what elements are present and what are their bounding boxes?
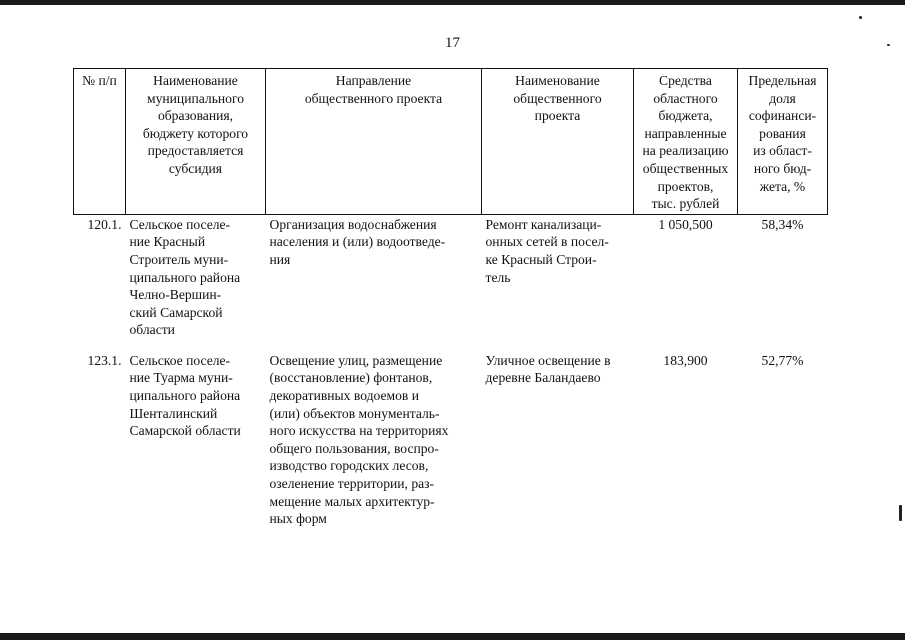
scan-edge-bottom [0,633,905,640]
header-number: № п/п [74,69,126,215]
scan-edge-top [0,0,905,5]
row-municipality: Сельское поселе- ние Красный Строитель муни- ципального района Челно-Вершин- ский Самарской области [129,216,241,338]
header-project: Наименование общественного проекта [482,69,634,215]
header-amount: Средства областного бюджета, направленные на реализацию общественных проектов, тыс. рублей [634,69,738,215]
row-amount: 183,900 [663,352,708,368]
table-row [74,346,828,528]
table-row [74,214,828,346]
scan-speck [899,505,902,521]
page-number: 17 [445,35,460,51]
header-direction: Направление общественного проекта [266,69,482,215]
row-amount: 1 050,500 [658,216,713,232]
table-header-row [74,69,828,215]
row-project: Уличное освещение в деревне Баландаево [485,352,611,386]
row-project: Ремонт канализаци- онных сетей в посел- ке Красный Строи- тель [485,216,609,285]
row-number: 123.1. [87,352,122,368]
header-municipality: Наименование муниципального образования, бюджету которого предоставляется субсидия [126,69,266,215]
row-direction: Освещение улиц, размещение (восстановление) фонтанов, декоративных водоемов и (или) объектов монументаль- ного искусства на территориях общего пользования, воспро- изводство городских лесов, озеленение территории, раз- мещение малых архитектур- ных форм [269,352,449,527]
row-share: 52,77% [761,352,804,368]
scan-speck [859,16,862,19]
row-share: 58,34% [761,216,804,232]
subsidy-table [73,68,828,528]
row-number: 120.1. [87,216,122,232]
row-municipality: Сельское поселе- ние Туарма муни- ципального района Шенталинский Самарской области [129,352,241,439]
header-share: Предельная доля софинанси- рования из област- ного бюд- жета, % [738,69,828,215]
row-direction: Организация водоснабжения населения и (или) водоотведе- ния [269,216,446,267]
